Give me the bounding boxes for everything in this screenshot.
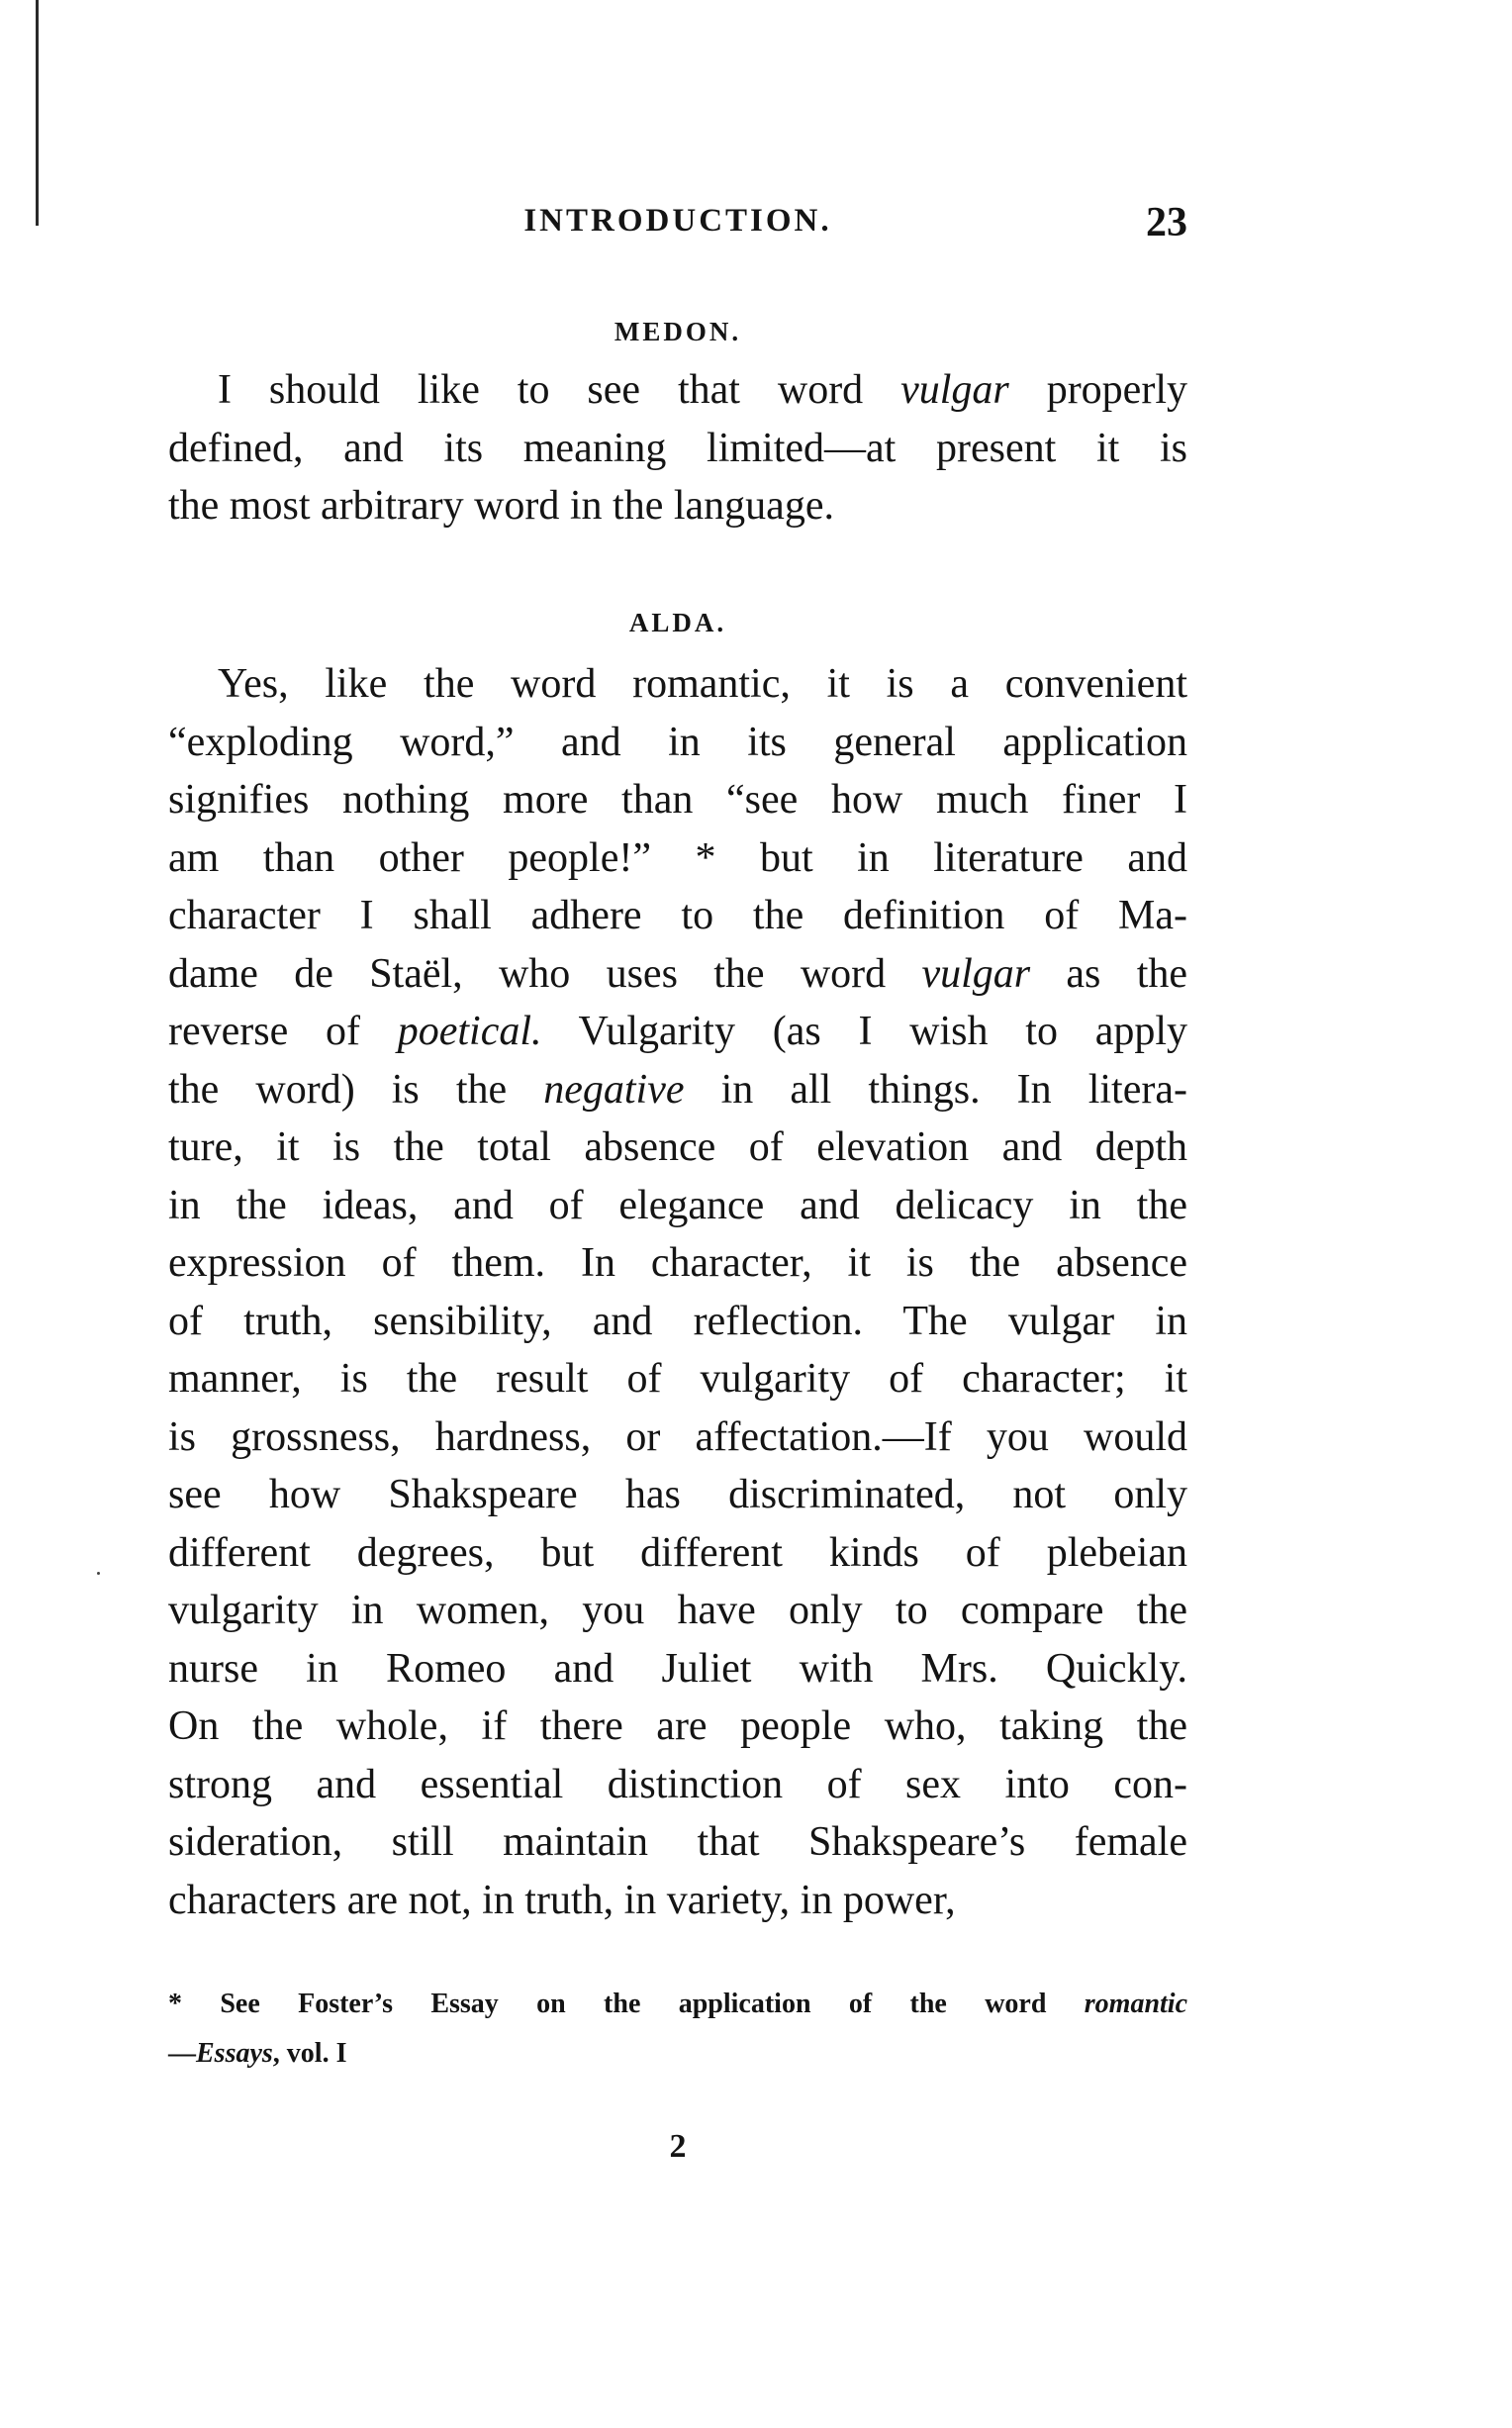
text-line bbox=[168, 1177, 1187, 1235]
text-line bbox=[168, 2029, 1187, 2079]
text-run: dame de Staël, who uses the word bbox=[168, 950, 922, 997]
text-run: vulgarity in women, you have only to compare the bbox=[168, 1588, 1187, 1633]
text-run: expression of them. In character, it is the absence bbox=[168, 1240, 1187, 1286]
text-line bbox=[168, 1118, 1187, 1177]
italic-text: romantic bbox=[1084, 1989, 1187, 2019]
text-line bbox=[168, 1980, 1187, 2029]
text-run: strong and essential distinction of sex into con- bbox=[168, 1761, 1187, 1807]
italic-text: negative bbox=[543, 1066, 685, 1113]
text-line bbox=[168, 477, 1187, 535]
text-line bbox=[168, 1698, 1187, 1756]
text-line bbox=[168, 887, 1187, 945]
text-line bbox=[168, 1756, 1187, 1814]
text-run: the most arbitrary word in the language. bbox=[168, 483, 834, 529]
text-run: manner, is the result of vulgarity of character; it bbox=[168, 1356, 1187, 1402]
text-line bbox=[168, 1061, 1187, 1119]
text-run: I should like to see that word bbox=[218, 367, 901, 413]
text-run: am than other people!” * but in literature and bbox=[168, 834, 1187, 881]
text-run: “exploding word,” and in its general application bbox=[168, 719, 1187, 765]
text-line bbox=[168, 1350, 1187, 1408]
text-line bbox=[168, 829, 1187, 888]
text-line bbox=[168, 1813, 1187, 1872]
text-run: — bbox=[168, 2038, 196, 2069]
text-line bbox=[168, 420, 1187, 478]
text-run: see how Shakspeare has discriminated, not only bbox=[168, 1472, 1187, 1517]
text-run: characters are not, in truth, in variety, in power, bbox=[168, 1877, 956, 1923]
text-run: properly bbox=[1008, 367, 1187, 413]
italic-text: vulgar bbox=[900, 367, 1009, 413]
page-edge-line bbox=[36, 0, 39, 226]
alda-speech bbox=[168, 655, 1187, 1929]
text-run: character I shall adhere to the definition of Ma- bbox=[168, 893, 1187, 938]
signature-mark: 2 bbox=[669, 2128, 687, 2165]
text-run: reverse of bbox=[168, 1009, 398, 1054]
medon-speech bbox=[168, 361, 1187, 535]
text-line bbox=[168, 361, 1187, 420]
speaker-medon: MEDON. bbox=[614, 317, 742, 346]
text-run: different degrees, but different kinds of plebeian bbox=[168, 1529, 1187, 1576]
text-line bbox=[168, 714, 1187, 772]
footnote bbox=[168, 1980, 1187, 2079]
text-run: defined, and its meaning limited—at present it is bbox=[168, 425, 1187, 471]
text-line bbox=[168, 771, 1187, 829]
running-head bbox=[168, 200, 1187, 262]
text-run: , vol. I bbox=[272, 2038, 347, 2069]
text-run: as the bbox=[1030, 950, 1187, 997]
running-head-title: INTRODUCTION. bbox=[523, 203, 832, 239]
text-line bbox=[168, 655, 1187, 714]
text-line bbox=[168, 1872, 1187, 1930]
speaker-alda: ALDA. bbox=[628, 608, 727, 637]
text-line bbox=[168, 1234, 1187, 1293]
italic-text: Essays bbox=[196, 2038, 273, 2069]
text-run: is grossness, hardness, or affectation.—If you would bbox=[168, 1413, 1187, 1460]
text-run: of truth, sensibility, and reflection. The vulgar in bbox=[168, 1298, 1187, 1344]
text-run: On the whole, if there are people who, taking the bbox=[168, 1703, 1187, 1749]
text-run: ture, it is the total absence of elevation and depth bbox=[168, 1124, 1187, 1170]
text-line bbox=[168, 1408, 1187, 1467]
text-run: the word) is the bbox=[168, 1066, 544, 1113]
text-line bbox=[168, 1466, 1187, 1524]
ink-speck bbox=[97, 1572, 100, 1575]
text-line bbox=[168, 1293, 1187, 1351]
text-run: * See Foster’s Essay on the application of the word bbox=[168, 1989, 1085, 2019]
text-run: in all things. In litera- bbox=[684, 1066, 1187, 1113]
text-run: nurse in Romeo and Juliet with Mrs. Quickly. bbox=[168, 1645, 1187, 1692]
text-run: Vulgarity (as I wish to apply bbox=[541, 1009, 1187, 1054]
text-run: in the ideas, and of elegance and delicacy in the bbox=[168, 1182, 1187, 1228]
text-line bbox=[168, 1582, 1187, 1640]
page-number: 23 bbox=[1146, 200, 1187, 245]
text-run: Yes, like the word romantic, it is a convenient bbox=[218, 661, 1187, 707]
text-line bbox=[168, 945, 1187, 1004]
italic-text: vulgar bbox=[921, 950, 1031, 997]
italic-text: poetical. bbox=[397, 1009, 542, 1054]
text-line bbox=[168, 1003, 1187, 1061]
text-line bbox=[168, 1524, 1187, 1583]
text-run: sideration, still maintain that Shakspeare’s female bbox=[168, 1819, 1187, 1865]
text-run: signifies nothing more than “see how much finer I bbox=[168, 777, 1187, 823]
text-line bbox=[168, 1640, 1187, 1699]
